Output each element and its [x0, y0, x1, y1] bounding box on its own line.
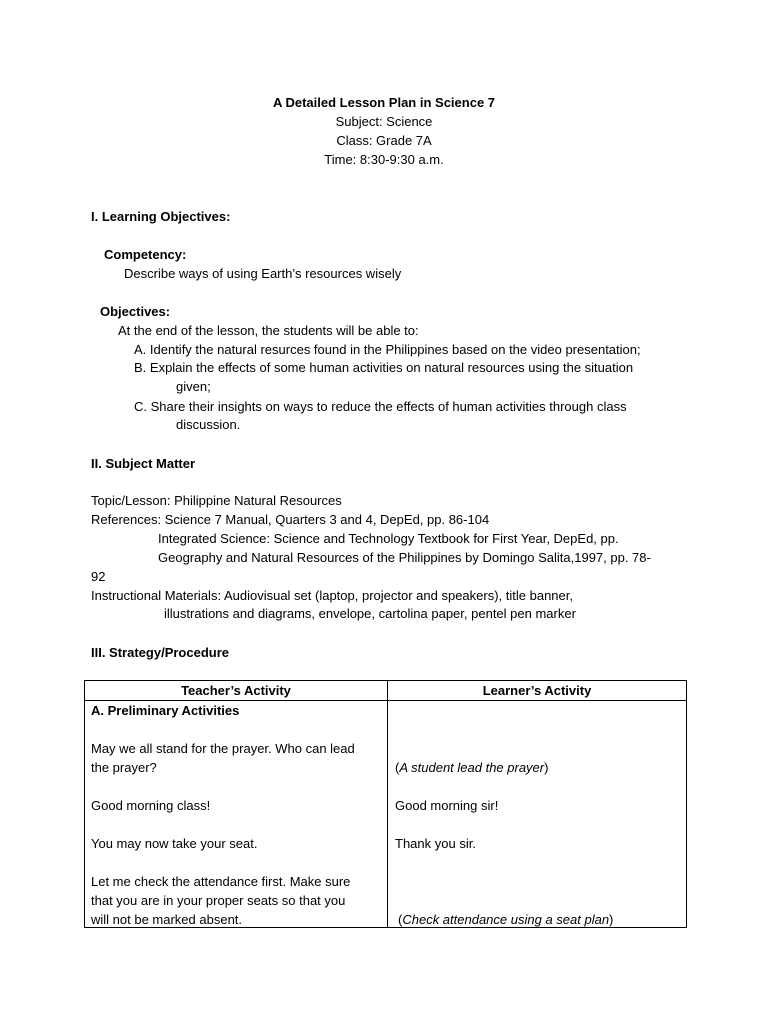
objectives-heading: Objectives: — [100, 304, 171, 319]
learner-activity-cell — [388, 701, 687, 928]
class-line: Class: Grade 7A — [336, 133, 432, 148]
objectives-intro: At the end of the lesson, the students will be able to: — [118, 323, 419, 338]
section-heading-objectives: I. Learning Objectives: — [91, 209, 231, 224]
activity-table — [84, 680, 687, 928]
section-heading-procedure: III. Strategy/Procedure — [91, 645, 229, 660]
time-line: Time: 8:30-9:30 a.m. — [324, 152, 444, 167]
teacher-attendance-line-2: that you are in your proper seats so that you — [91, 893, 346, 908]
subject-line: Subject: Science — [335, 114, 433, 129]
preliminary-activities-heading: A. Preliminary Activities — [91, 703, 240, 718]
references-line: References: Science 7 Manual, Quarters 3 and 4, DepEd, pp. 86-104 — [91, 512, 490, 527]
document-title: A Detailed Lesson Plan in Science 7 — [272, 95, 496, 110]
learner-thanks: Thank you sir. — [395, 836, 476, 851]
learner-activity-header: Learner’s Activity — [388, 681, 687, 701]
teacher-prayer-line-2: the prayer? — [91, 760, 157, 775]
objective-item-c-cont: discussion. — [176, 417, 241, 432]
learner-attendance-text: Check attendance using a seat plan — [402, 912, 610, 927]
table-row — [85, 701, 687, 928]
learner-prayer-response — [395, 758, 548, 777]
learner-greeting: Good morning sir! — [395, 798, 499, 813]
table-header-row — [85, 681, 687, 701]
objective-item-c: C. Share their insights on ways to reduce the effects of human activities through class — [134, 399, 627, 414]
learner-attendance-paren-close: ) — [609, 912, 614, 927]
teacher-activity-cell — [85, 701, 388, 928]
reference-line-3: Geography and Natural Resources of the Philippines by Domingo Salita,1997, pp. 78- — [158, 550, 651, 565]
objective-item-b-cont: given; — [176, 379, 211, 394]
learner-attendance-response — [398, 910, 613, 929]
teacher-attendance-line-1: Let me check the attendance first. Make sure — [91, 874, 351, 889]
teacher-attendance-line-3: will not be marked absent. — [91, 912, 243, 927]
materials-line: Instructional Materials: Audiovisual set (laptop, projector and speakers), title banner, — [91, 588, 573, 603]
reference-line-3-cont: 92 — [91, 569, 106, 584]
teacher-activity-header: Teacher’s Activity — [85, 681, 388, 701]
learner-prayer-paren-close: ) — [544, 760, 549, 775]
objective-item-a: A. Identify the natural resurces found in the Philippines based on the video presentation; — [134, 342, 641, 357]
competency-heading: Competency: — [104, 247, 187, 262]
materials-line-cont: illustrations and diagrams, envelope, cartolina paper, pentel pen marker — [164, 606, 576, 621]
teacher-prayer-line-1: May we all stand for the prayer. Who can lead — [91, 741, 355, 756]
teacher-greeting: Good morning class! — [91, 798, 211, 813]
learner-prayer-text: A student lead the prayer — [399, 760, 545, 775]
objective-item-b: B. Explain the effects of some human activities on natural resources using the situation — [134, 360, 634, 375]
teacher-seat-line: You may now take your seat. — [91, 836, 258, 851]
competency-text: Describe ways of using Earth’s resources wisely — [124, 266, 402, 281]
section-heading-subject-matter: II. Subject Matter — [91, 456, 196, 471]
reference-line-2: Integrated Science: Science and Technology Textbook for First Year, DepEd, pp. — [158, 531, 619, 546]
learner-attendance-paren-open: ( — [398, 912, 403, 927]
learner-prayer-paren-open: ( — [395, 760, 400, 775]
topic-line: Topic/Lesson: Philippine Natural Resources — [91, 493, 342, 508]
